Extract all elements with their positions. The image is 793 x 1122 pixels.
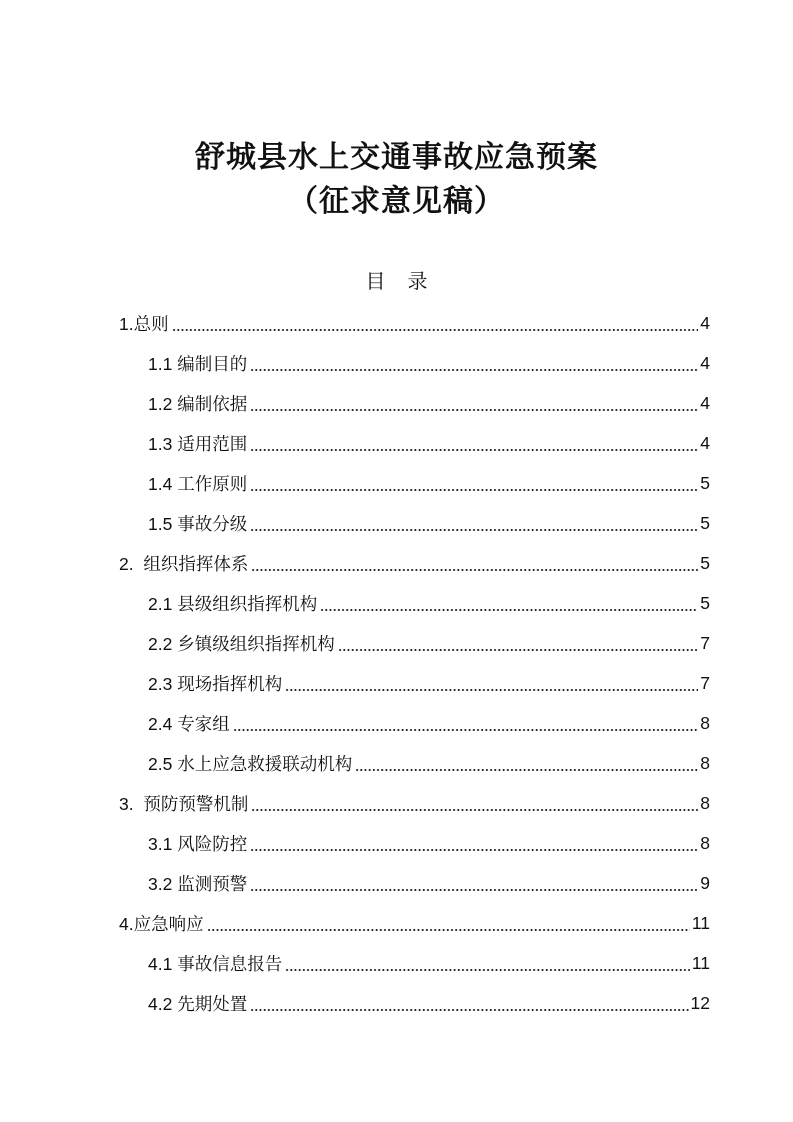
toc-entry-title: 编制依据	[177, 394, 248, 415]
toc-entry-page-number: 4	[700, 392, 710, 413]
toc-entry-title: 专家组	[177, 714, 230, 735]
toc-entry-number: 2.2	[148, 633, 178, 654]
toc-entry-title: 工作原则	[177, 474, 248, 495]
toc-entry-number: 1.2	[148, 393, 178, 414]
dot-leader	[250, 838, 698, 852]
dot-leader	[250, 358, 698, 372]
toc-entry-title: 预防预警机制	[143, 794, 249, 815]
toc-entry-label	[148, 431, 247, 456]
dot-leader	[172, 318, 699, 332]
toc-heading: 目录	[365, 269, 450, 293]
document-title: 舒城县水上交通事故应急预案	[195, 140, 598, 175]
toc-entry[interactable]	[119, 623, 710, 663]
dot-leader	[338, 638, 699, 652]
toc-entry-title: 适用范围	[177, 434, 248, 455]
toc-entry[interactable]	[119, 543, 710, 583]
toc-entry-page-number: 8	[700, 832, 710, 853]
dot-leader	[250, 998, 688, 1012]
toc-entry[interactable]	[119, 703, 710, 743]
toc-entry-label	[148, 471, 247, 496]
toc-entry-number: 2.1	[148, 593, 178, 614]
dot-leader	[250, 438, 698, 452]
toc-entry-number: 1.4	[148, 473, 178, 494]
dot-leader	[250, 398, 698, 412]
toc-entry-label	[148, 591, 317, 616]
toc-entry[interactable]	[119, 343, 710, 383]
toc-entry-label	[119, 911, 204, 936]
toc-entry-page-number: 12	[690, 992, 710, 1013]
dot-leader	[250, 878, 698, 892]
toc-entry-title: 组织指挥体系	[143, 554, 249, 575]
toc-entry[interactable]	[119, 983, 710, 1023]
document-subtitle: （征求意见稿）	[288, 184, 505, 219]
toc-entry-title: 乡镇级组织指挥机构	[177, 634, 335, 655]
toc-entry[interactable]	[119, 383, 710, 423]
toc-entry[interactable]	[119, 303, 710, 343]
toc-entry[interactable]	[119, 743, 710, 783]
toc-entry[interactable]	[119, 503, 710, 543]
toc-entry-title: 现场指挥机构	[177, 674, 283, 695]
toc-entry[interactable]	[119, 943, 710, 983]
toc-entry-label	[119, 791, 248, 816]
toc-entry-page-number: 5	[700, 472, 710, 493]
toc-entry-page-number: 5	[700, 592, 710, 613]
toc-entry-label	[148, 631, 335, 656]
toc-entry-number: 3.1	[148, 833, 178, 854]
toc-entry-page-number: 5	[700, 552, 710, 573]
toc-entry-title: 监测预警	[177, 874, 248, 895]
dot-leader	[355, 758, 698, 772]
toc-entry-label	[148, 351, 247, 376]
toc-entry-label	[148, 511, 247, 536]
toc-entry-number: 3.	[119, 793, 144, 814]
toc-entry-label	[148, 711, 230, 736]
toc-entry-title: 县级组织指挥机构	[177, 594, 318, 615]
toc-entry[interactable]	[119, 663, 710, 703]
toc-entry-label	[119, 551, 248, 576]
toc-entry-label	[148, 751, 352, 776]
toc-entry-number: 2.3	[148, 673, 178, 694]
toc-entry-label	[148, 871, 247, 896]
toc-entry-page-number: 8	[700, 792, 710, 813]
toc-entry-title: 应急响应	[133, 914, 204, 935]
dot-leader	[250, 478, 698, 492]
toc-entry-page-number: 4	[700, 432, 710, 453]
toc-entry-title: 先期处置	[177, 994, 248, 1015]
dot-leader	[320, 598, 698, 612]
toc-entry-page-number: 11	[691, 912, 710, 933]
toc-entry-number: 3.2	[148, 873, 178, 894]
toc-entry-title: 编制目的	[177, 354, 248, 375]
toc-entry[interactable]	[119, 863, 710, 903]
toc-entry[interactable]	[119, 463, 710, 503]
toc-entry-title: 总则	[133, 314, 169, 335]
toc-entry-page-number: 9	[700, 872, 710, 893]
dot-leader	[251, 558, 698, 572]
toc-entry-label	[148, 831, 247, 856]
dot-leader	[233, 718, 699, 732]
toc-entry-page-number: 4	[700, 312, 710, 333]
toc-entry-number: 1.1	[148, 353, 178, 374]
toc-entry-label	[119, 311, 169, 336]
toc-entry-title: 水上应急救援联动机构	[177, 754, 353, 775]
toc-entry[interactable]	[119, 903, 710, 943]
toc-entry-title: 事故信息报告	[177, 954, 283, 975]
toc-entry-number: 2.	[119, 553, 144, 574]
toc-entry-page-number: 7	[700, 672, 710, 693]
toc-entry[interactable]	[119, 783, 710, 823]
toc-entry-number: 1.3	[148, 433, 178, 454]
toc-entry-label	[148, 991, 247, 1016]
dot-leader	[250, 518, 698, 532]
toc-entry-number: 4.2	[148, 993, 178, 1014]
dot-leader	[251, 798, 698, 812]
toc-entry-number: 4.1	[148, 953, 178, 974]
toc-entry-page-number: 8	[700, 712, 710, 733]
table-of-contents	[119, 303, 710, 1023]
toc-entry-page-number: 11	[691, 952, 710, 973]
toc-entry-label	[148, 951, 282, 976]
toc-entry[interactable]	[119, 823, 710, 863]
toc-entry[interactable]	[119, 423, 710, 463]
toc-entry-page-number: 5	[700, 512, 710, 533]
dot-leader	[207, 918, 690, 932]
toc-entry-number: 2.4	[148, 713, 178, 734]
toc-entry-number: 2.5	[148, 753, 178, 774]
toc-entry-number: 1.	[119, 313, 134, 334]
dot-leader	[285, 678, 698, 692]
toc-entry-label	[148, 671, 282, 696]
toc-entry[interactable]	[119, 583, 710, 623]
toc-entry-page-number: 8	[700, 752, 710, 773]
toc-entry-number: 1.5	[148, 513, 178, 534]
toc-entry-page-number: 4	[700, 352, 710, 373]
toc-entry-label	[148, 391, 247, 416]
toc-entry-title: 事故分级	[177, 514, 248, 535]
toc-entry-page-number: 7	[700, 632, 710, 653]
toc-entry-title: 风险防控	[177, 834, 248, 855]
dot-leader	[285, 958, 690, 972]
toc-entry-number: 4.	[119, 913, 134, 934]
